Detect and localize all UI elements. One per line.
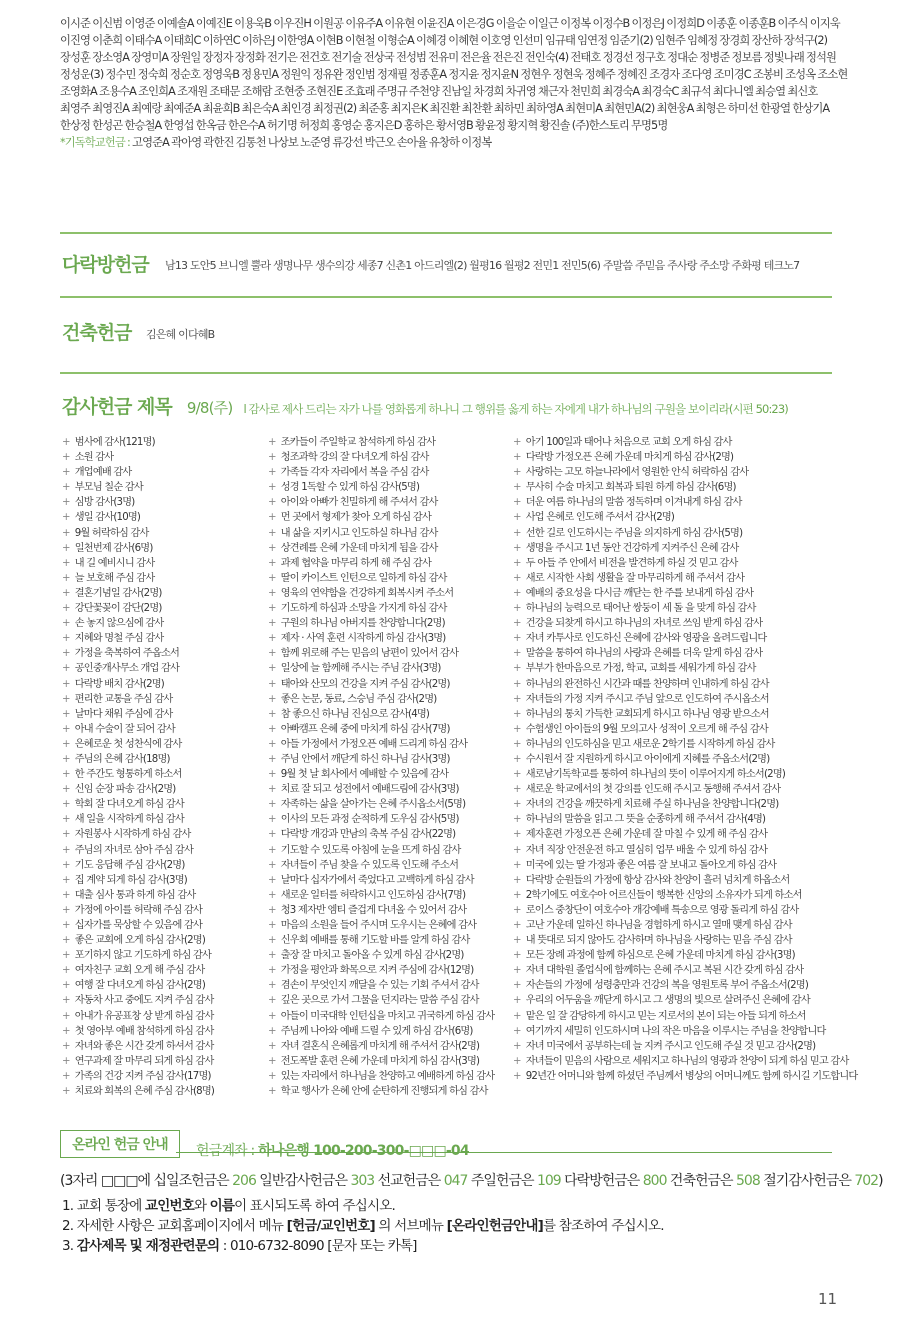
thanks-item: + 다락방 개강과 만남의 축복 주심 감사(22명)	[268, 827, 508, 842]
thanks-item: + 무사히 수술 마치고 회복과 퇴원 하게 하심 감사(6명)	[513, 480, 843, 495]
thanks-item: + 선한 길로 인도하시는 주님을 의지하게 하심 감사(5명)	[513, 526, 843, 541]
thanks-item: + 편리한 교통을 주심 감사	[62, 692, 262, 707]
thanks-item: + 조카들이 주일학교 참석하게 하심 감사	[268, 435, 508, 450]
thanks-item: + 아빠캠프 은혜 중에 마치게 하심 감사(7명)	[268, 722, 508, 737]
thanks-item: + 신우회 예배를 통해 기도할 바를 알게 하심 감사	[268, 933, 508, 948]
thanks-item: + 제자훈련 가정오픈 은혜 가운데 잘 마칠 수 있게 해 주심 감사	[513, 827, 843, 842]
thanks-item: + 치료와 회복의 은혜 주심 감사(8명)	[62, 1084, 262, 1099]
thanks-item: + 모든 장례 과정에 함께 하심으로 은혜 가운데 마치게 하심 감사(3명)	[513, 948, 843, 963]
thanks-item: + 좋은 논문, 동료, 스승님 주심 감사(2명)	[268, 692, 508, 707]
thanks-item: + 집 계약 되게 하심 감사(3명)	[62, 873, 262, 888]
thanks-item: + 영육의 연약함을 건강하게 회복시켜 주소서	[268, 586, 508, 601]
account-info	[196, 1140, 469, 1160]
code-building: 508	[736, 1173, 760, 1189]
section-divider	[60, 232, 832, 234]
thanks-item: + 2학기에도 여호수아 어르신들이 행복한 신앙의 소유자가 되게 하소서	[513, 888, 843, 903]
thanks-item: + 범사에 감사(121명)	[62, 435, 262, 450]
note-1	[62, 1196, 664, 1216]
thanks-item: + 자녀 미국에서 공부하는데 늘 지켜 주시고 인도해 주실 것 믿고 감사(2명)	[513, 1039, 843, 1054]
thanks-item: + 날마다 십자가에서 죽었다고 고백하게 하심 감사	[268, 873, 508, 888]
thanks-item: + 아들이 미국대학 인턴십을 마치고 귀국하게 하심 감사	[268, 1009, 508, 1024]
thanks-item: + 과제 협약을 마무리 하게 해 주심 감사	[268, 556, 508, 571]
thanks-item: + 상견례를 은혜 가운데 마치게 됨을 감사	[268, 541, 508, 556]
names-line: 정성운(3) 정수민 정숙희 정순호 정영욱B 정용민A 정원익 정유완 정인범 정재필 정종훈A 정지윤 정지윤N 정현우 정현욱 정혜주 정혜진 조경자 조다영 조미경C 조봉비 조성옥 조소현	[60, 68, 848, 81]
thanks-item: + 하나님의 통치 가득한 교회되게 하시고 하나님 영광 받으소서	[513, 707, 843, 722]
thanks-item: + 연구과제 잘 마무리 되게 하심 감사	[62, 1054, 262, 1069]
codes-label: 선교헌금은	[374, 1173, 444, 1189]
thanks-item: + 자동차 사고 중에도 지켜 주심 감사	[62, 993, 262, 1008]
thanks-item: + 주님 안에서 깨닫게 하신 하나님 감사(3명)	[268, 752, 508, 767]
thanks-item: + 9월 첫 날 회사에서 예배할 수 있음에 감사	[268, 767, 508, 782]
codes-prefix: (3자리 □□□에 십일조헌금은	[60, 1173, 233, 1189]
thanks-item: + 하나님의 완전하신 시간과 때를 찬양하며 인내하게 하심 감사	[513, 677, 843, 692]
thanks-item: + 예배의 중요성을 다시금 깨닫는 한 주를 보내게 하심 감사	[513, 586, 843, 601]
building-title: 건축헌금	[62, 322, 132, 344]
thanks-item: + 소원 감사	[62, 450, 262, 465]
thanks-item: + 사업 은혜로 인도해 주셔서 감사(2명)	[513, 510, 843, 525]
thanks-item: + 여자친구 교회 오게 해 주심 감사	[62, 963, 262, 978]
thanks-item: + 날마다 채워 주심에 감사	[62, 707, 262, 722]
names-line: 한상정 한성곤 한승철A 한영섭 한옥금 한은수A 허기명 허정희 홍영순 홍지은D 홍하은 황서영B 황윤정 황지혁 황진솔 (주)한스토리 무명5명	[60, 119, 668, 132]
codes-label: 일반감사헌금은	[255, 1173, 351, 1189]
thanks-item: + 학교 행사가 은혜 안에 순탄하게 진행되게 하심 감사	[268, 1084, 508, 1099]
thanks-item: + 은혜로운 첫 성찬식에 감사	[62, 737, 262, 752]
thanks-item: + 있는 자리에서 하나님을 찬양하고 예배하게 하심 감사	[268, 1069, 508, 1084]
note-text: 이 표시되도록 하여 주십시오.	[234, 1198, 396, 1214]
thanks-item: + 여행 잘 다녀오게 하심 감사(2명)	[62, 978, 262, 993]
thanks-item: + 늘 보호해 주심 감사	[62, 571, 262, 586]
thanks-item: + 청조과학 강의 잘 다녀오게 하심 감사	[268, 450, 508, 465]
building-names: 김은혜 이다혜B	[146, 328, 215, 341]
thanks-item: + 자녀의 건강을 깨끗하게 치료해 주실 하나님을 찬양합니다(2명)	[513, 797, 843, 812]
thanks-item: + 좋은 교회에 오게 하심 감사(2명)	[62, 933, 262, 948]
names-line: 최영주 최영진A 최예랑 최예준A 최윤희B 최은숙A 최인경 최정권(2) 최준홍 최지은K 최진환 최찬환 최하민 최하영A 최현미A 최현민A(2) 최현웅A 최형은 하미선 한광열 한상기A	[60, 102, 830, 115]
thanks-item: + 자녀들이 믿음의 사람으로 세워지고 하나님의 영광과 찬양이 되게 하심 믿고 감사	[513, 1054, 843, 1069]
note-emphasis: [온라인헌금안내]	[446, 1218, 544, 1234]
thanks-item: + 수시원서 잘 지원하게 하시고 아이에게 지혜를 주옵소서(2명)	[513, 752, 843, 767]
thanks-item: + 자녀들이 주님 찾을 수 있도록 인도해 주소서	[268, 858, 508, 873]
thanks-item: + 자녀 직장 안전운전 하고 열심히 업무 배울 수 있게 하심 감사	[513, 843, 843, 858]
thanks-item: + 다락방 배치 감사(2명)	[62, 677, 262, 692]
codes-suffix: )	[878, 1173, 883, 1189]
thanks-item: + 건강을 되찾게 하시고 하나님의 자녀로 쓰임 받게 하심 감사	[513, 616, 843, 631]
thanks-item: + 주님의 은혜 감사(18명)	[62, 752, 262, 767]
thanks-item: + 태아와 산모의 건강을 지켜 주심 감사(2명)	[268, 677, 508, 692]
note-emphasis: 감사제목 및 재정관련문의	[76, 1238, 220, 1254]
online-notes	[62, 1196, 664, 1256]
thanks-item: + 일천번제 감사(6명)	[62, 541, 262, 556]
memorial-offering-label: *기독학교헌금 :	[60, 136, 130, 149]
thanks-item: + 깊은 곳으로 가서 그물을 던지라는 말씀 주심 감사	[268, 993, 508, 1008]
thanks-item: + 하나님의 말씀을 읽고 그 뜻을 순종하게 해 주셔서 감사(4명)	[513, 812, 843, 827]
thanks-item: + 사랑하는 고모 하늘나라에서 영원한 안식 허락하심 감사	[513, 465, 843, 480]
thanks-item: + 강단꽃꽂이 감단(2명)	[62, 601, 262, 616]
thanks-item: + 제자 · 사역 훈련 시작하게 하심 감사(3명)	[268, 631, 508, 646]
codes-label: 절기감사헌금은	[759, 1173, 855, 1189]
thanks-item: + 아들 가정에서 가정오픈 예배 드리게 하심 감사	[268, 737, 508, 752]
memorial-offering-names: 고영준A 곽아영 곽한진 김통천 나상보 노준영 류강선 박근오 손아율 유창하 이정복	[132, 136, 492, 149]
note-emphasis: 이름	[209, 1198, 235, 1214]
thanks-item: + 부모님 칠순 감사	[62, 480, 262, 495]
thanks-item: + 자족하는 삶을 살아가는 은혜 주시옵소서(5명)	[268, 797, 508, 812]
thanks-item: + 주님께 나아와 예배 드릴 수 있게 하심 감사(6명)	[268, 1024, 508, 1039]
thanks-item: + 가정에 아이를 허락해 주심 감사	[62, 903, 262, 918]
thanks-item: + 새로운 일터를 허락하시고 인도하심 감사(7명)	[268, 888, 508, 903]
code-mission: 047	[443, 1173, 468, 1189]
offering-codes	[60, 1170, 883, 1190]
thanks-item: + 내 길 예비시니 감사	[62, 556, 262, 571]
thanks-item: + 새로운 학교에서의 첫 강의를 인도해 주시고 동행해 주셔서 감사	[513, 782, 843, 797]
thanks-item: + 가정을 평안과 화목으로 지켜 주심에 감사(12명)	[268, 963, 508, 978]
note-text: 의 서브메뉴	[374, 1218, 447, 1234]
note-2	[62, 1216, 664, 1236]
thanks-item: + 포기하지 않고 기도하게 하심 감사	[62, 948, 262, 963]
thanks-column-1	[62, 435, 262, 1099]
note-text: 3.	[62, 1238, 77, 1254]
thanks-item: + 자원봉사 시작하게 하심 감사	[62, 827, 262, 842]
thanks-column-3	[513, 435, 858, 1084]
thanks-item: + 기도 응답해 주심 감사(2명)	[62, 858, 262, 873]
thanks-item: + 대출 심사 통과 하게 하심 감사	[62, 888, 262, 903]
thanks-item: + 자녀 대학원 졸업식에 함께하는 은혜 주시고 복된 시간 갖게 하심 감사	[513, 963, 843, 978]
thanks-item: + 수험생인 아이들의 9월 모의고사 성적이 오르게 해 주심 감사	[513, 722, 843, 737]
thanks-item: + 학회 잘 다녀오게 하심 감사	[62, 797, 262, 812]
thanks-title: 감사헌금 제목	[62, 396, 172, 418]
code-tithe: 206	[232, 1173, 256, 1189]
thanks-item: + 두 아들 주 안에서 비전을 발견하게 하실 것 믿고 감사	[513, 556, 843, 571]
section-divider	[60, 372, 832, 374]
thanks-item: + 가족들 각자 자리에서 복을 주심 감사	[268, 465, 508, 480]
note-3	[62, 1236, 664, 1256]
thanks-item: + 아내 수술이 잘 되어 감사	[62, 722, 262, 737]
note-emphasis: 교인번호	[144, 1198, 194, 1214]
thanks-item: + 기도할 수 있도록 아침에 눈을 뜨게 하심 감사	[268, 843, 508, 858]
thanks-scripture: l 감사로 제사 드리는 자가 나를 영화롭게 하나니 그 행위를 옳게 하는 자에게 내가 하나님의 구원을 보이리라(시편 50:23)	[243, 402, 788, 416]
codes-label: 다락방헌금은	[560, 1173, 643, 1189]
thanks-item: + 가족의 건강 지켜 주심 감사(17명)	[62, 1069, 262, 1084]
names-line: 이진영 이춘희 이태수A 이태희C 이하연C 이하은J 이한영A 이현B 이현철 이형순A 이혜경 이혜현 이호영 인선미 임규태 임연정 임준기(2) 임현주 임혜정 장경희 장산하 장석구(2)	[60, 34, 828, 47]
names-line: 장성훈 장소영A 장영미A 장원일 장정자 장정화 전기은 전건호 전기술 전상국 전성범 전유미 전은율 전은진 전인숙(4) 전태호 정경선 정구호 정대순 정병준 정보름 정빛나래 정석원	[60, 51, 837, 64]
darakbang-names: 남13 도안5 브니엘 뿔라 생명나무 생수의강 세종7 신촌1 아드리엘(2) 월평16 월평2 전민1 전민5(6) 주말씀 주믿음 주사랑 주소망 주화평 테크노7	[165, 259, 800, 272]
thanks-column-2	[268, 435, 508, 1099]
thanks-item: + 다락방 가정오픈 은혜 가운데 마치게 하심 감사(2명)	[513, 450, 843, 465]
names-line: 조영화A 조용수A 조인희A 조재원 조태문 조해람 조현중 조현진E 조효래 주명규 주천양 진남일 차경희 차귀영 채근자 천민희 최경숙A 최경숙C 최규석 최다니엘 최승열 최신호	[60, 85, 818, 98]
codes-label: 건축헌금은	[666, 1173, 737, 1189]
thanks-item: + 고난 가운데 일하신 하나님을 경험하게 하시고 열매 맺게 하심 감사	[513, 918, 843, 933]
thanks-item: + 자녀 결혼식 은혜롭게 마치게 해 주셔서 감사(2명)	[268, 1039, 508, 1054]
thanks-item: + 자녀와 좋은 시간 갖게 하셔서 감사	[62, 1039, 262, 1054]
thanks-item: + 92년간 어머니와 함께 하셨던 주님께서 병상의 어머니께도 함께 하시길 기도합니다	[513, 1069, 843, 1084]
thanks-item: + 하나님의 인도하심을 믿고 새로운 2학기를 시작하게 하심 감사	[513, 737, 843, 752]
thanks-item: + 겸손이 무엇인지 깨달을 수 있는 기회 주셔서 감사	[268, 978, 508, 993]
thanks-item: + 구원의 하나님 아버지를 찬양합니다(2명)	[268, 616, 508, 631]
thanks-item: + 맡은 일 잘 감당하게 하시고 믿는 지로서의 본이 되는 아들 되게 하소서	[513, 1009, 843, 1024]
online-offering-label: 온라인 헌금 안내	[60, 1130, 180, 1158]
page-number: 11	[818, 1290, 838, 1308]
thanks-item: + 치료 잘 되고 성전에서 예배드림에 감사(3명)	[268, 782, 508, 797]
thanks-item: + 가정을 축복하여 주옵소서	[62, 646, 262, 661]
code-darak: 800	[642, 1173, 667, 1189]
note-emphasis: [헌금/교인번호]	[286, 1218, 375, 1234]
thanks-item: + 전도폭발 훈련 은혜 가운데 마치게 하심 감사(3명)	[268, 1054, 508, 1069]
thanks-item: + 손 놓지 않으심에 감사	[62, 616, 262, 631]
names-line: 이시준 이신범 이영준 이예솔A 이예진E 이용욱B 이우진H 이원공 이유주A 이유현 이윤진A 이은경G 이을순 이일근 이정복 이정수B 이정은J 이정희D 이종훈 이종훈B 이주식 이지욱	[60, 17, 840, 30]
thanks-item: + 더운 여름 하나님의 말씀 정독하며 이겨내게 하심 감사	[513, 495, 843, 510]
thanks-item: + 심방 감사(3명)	[62, 495, 262, 510]
thanks-item: + 자손들의 가정에 성령충만과 건강의 복을 영원토록 부어 주옵소서(2명)	[513, 978, 843, 993]
thanks-date: 9/8(주)	[186, 399, 233, 417]
thanks-item: + 새로 시작한 사회 생활을 잘 마무리하게 해 주셔서 감사	[513, 571, 843, 586]
thanks-item: + 참 좋으신 하나님 진심으로 감사(4명)	[268, 707, 508, 722]
account-number: 하나은행 100-200-300-□□□-04	[258, 1143, 469, 1159]
thanks-item: + 한 주간도 형통하게 하소서	[62, 767, 262, 782]
memorial-offering-line	[60, 134, 850, 151]
thanks-item: + 성경 1독할 수 있게 하심 감사(5명)	[268, 480, 508, 495]
thanks-item: + 생명을 주시고 1년 동안 건강하게 지켜주신 은혜 감사	[513, 541, 843, 556]
thanks-item: + 로이스 중창단이 여호수아 개강예배 특송으로 영광 돌리게 하심 감사	[513, 903, 843, 918]
thanks-item: + 우리의 어두움을 깨닫게 하시고 그 생명의 빛으로 살려주신 은혜에 감사	[513, 993, 843, 1008]
thanks-item: + 새 일을 시작하게 하심 감사	[62, 812, 262, 827]
thanks-item: + 딸이 카이스트 인턴으로 일하게 하심 감사	[268, 571, 508, 586]
thanks-item: + 생일 감사(10명)	[62, 510, 262, 525]
thanks-item: + 십자가를 묵상할 수 있음에 감사	[62, 918, 262, 933]
code-general: 303	[350, 1173, 375, 1189]
thanks-item: + 하나님의 능력으로 태어난 쌍둥이 세 돌 을 맞게 하심 감사	[513, 601, 843, 616]
offering-names-list	[60, 15, 850, 151]
thanks-item: + 공인중개사무소 개업 감사	[62, 661, 262, 676]
thanks-item: + 첫 영아부 예배 참석하게 하심 감사	[62, 1024, 262, 1039]
thanks-item: + 여기까지 세밀히 인도하시며 나의 작은 마음을 이루시는 주님을 찬양합니다	[513, 1024, 843, 1039]
note-text: 를 참조하여 주십시오.	[543, 1218, 664, 1234]
code-sunday: 109	[536, 1173, 561, 1189]
thanks-item: + 내 뜻대로 되지 않아도 감사하며 하나님을 사랑하는 믿음 주심 감사	[513, 933, 843, 948]
thanks-item: + 미국에 있는 딸 가정과 좋은 여름 잘 보내고 돌아오게 하심 감사	[513, 858, 843, 873]
thanks-item: + 새로남기독학교를 통하여 하나님의 뜻이 이루어지게 하소서(2명)	[513, 767, 843, 782]
note-text: 2. 자세한 사항은 교회홈페이지에서 메뉴	[62, 1218, 287, 1234]
thanks-item: + 기도하게 하심과 소망을 가지게 하심 감사	[268, 601, 508, 616]
thanks-item: + 주님의 자녀로 삼아 주심 감사	[62, 843, 262, 858]
thanks-item: + 자녀 카투사로 인도하신 은혜에 감사와 영광을 올려드립니다	[513, 631, 843, 646]
note-text: 1. 교회 통장에	[62, 1198, 145, 1214]
section-divider	[60, 296, 832, 298]
thanks-item: + 개업예배 감사	[62, 465, 262, 480]
thanks-item: + 다락방 순원들의 가정에 항상 감사와 찬양이 흘러 넘치게 하옵소서	[513, 873, 843, 888]
note-text: 와	[193, 1198, 210, 1214]
code-season: 702	[854, 1173, 879, 1189]
thanks-item: + 출장 잘 마치고 돌아올 수 있게 하심 감사(2명)	[268, 948, 508, 963]
thanks-item: + 자녀들의 가정 지켜 주시고 주님 앞으로 인도하여 주시옵소서	[513, 692, 843, 707]
thanks-item: + 신임 순장 파송 감사(2명)	[62, 782, 262, 797]
thanks-item: + 9월 허락하심 감사	[62, 526, 262, 541]
thanks-item: + 일상에 늘 함께해 주시는 주님 감사(3명)	[268, 661, 508, 676]
thanks-item: + 말씀을 통하여 하나님의 사랑과 은혜를 더욱 알게 하심 감사	[513, 646, 843, 661]
thanks-item: + 함께 위로해 주는 믿음의 남편이 있어서 감사	[268, 646, 508, 661]
thanks-item: + 부부가 한마음으로 가정, 학교, 교회를 세워가게 하심 감사	[513, 661, 843, 676]
account-label: 헌금계좌 :	[196, 1143, 259, 1159]
thanks-item: + 먼 곳에서 형제가 찾아 오게 하심 감사	[268, 510, 508, 525]
thanks-item: + 청3 제자반 엠티 즐겁게 다녀올 수 있어서 감사	[268, 903, 508, 918]
thanks-item: + 마음의 소원을 들어 주시며 도우시는 은혜에 감사	[268, 918, 508, 933]
thanks-item: + 내 삶을 지키시고 인도하실 하나님 감사	[268, 526, 508, 541]
thanks-item: + 아기 100일과 태어나 처음으로 교회 오게 하심 감사	[513, 435, 843, 450]
thanks-item: + 아이와 아빠가 친밀하게 해 주셔서 감사	[268, 495, 508, 510]
codes-label: 주일헌금은	[467, 1173, 537, 1189]
thanks-item: + 결혼기념일 감사(2명)	[62, 586, 262, 601]
note-text: : 010-6732-8090 [문자 또는 카톡]	[219, 1238, 417, 1254]
thanks-header	[62, 392, 788, 419]
thanks-item: + 이사의 모든 과정 순적하게 도우심 감사(5명)	[268, 812, 508, 827]
darakbang-title: 다락방헌금	[62, 254, 149, 276]
thanks-item: + 지혜와 명철 주심 감사	[62, 631, 262, 646]
thanks-item: + 아내가 유공표창 상 받게 하심 감사	[62, 1009, 262, 1024]
